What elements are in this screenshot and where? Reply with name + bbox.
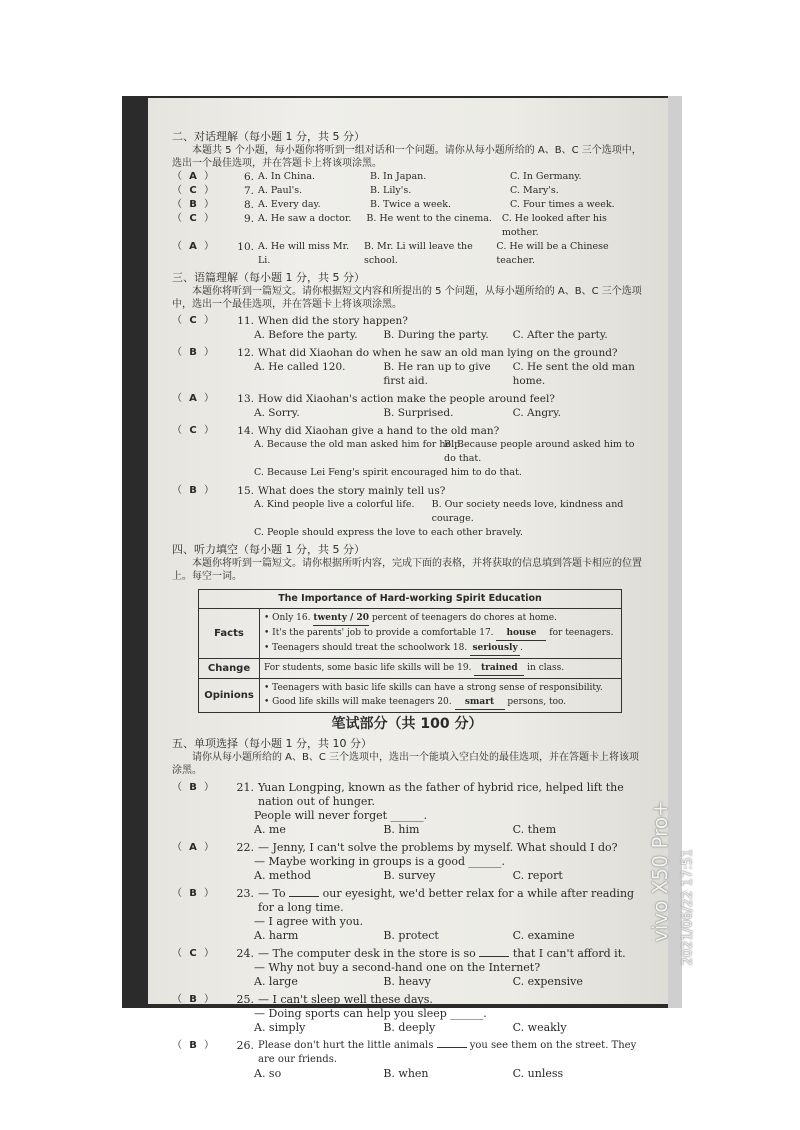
exam-content [172,128,642,1081]
written-part-title: 笔试部分（共 100 分） [331,716,483,732]
option-a: A. Sorry. [254,407,300,419]
section-title: 五、单项选择（每小题 1 分，共 10 分） [172,737,372,750]
option-a: A. simply [254,1021,306,1034]
option-c: C. unless [512,1067,564,1080]
option-a: A. large [254,975,298,988]
question-text: — I can't sleep well these days. [258,993,433,1006]
option-a: A. In China. [258,171,316,182]
question-number: 22. [236,841,254,854]
camera-watermark-brand: vivo X50 Pro+ [648,800,672,942]
question-15: （ B ） 15. What does the story mainly tell us? A. Kind people live a colorful life. B. Our society needs love, kindness and courage. C. People should express the love to each other bravely. [172,484,642,540]
answer-blank [437,1047,467,1048]
question-25: （ B ） 25. — I can't sleep well these days. — Doing sports can help you sleep ______. A. simply B. deeply C. weakly [172,993,642,1035]
option-a: A. Paul's. [258,185,303,196]
question-12: （ B ） 12. What did Xiaohan do when he saw an old man lying on the ground? A. He called 120. B. He ran up to give first aid. C. He sent the old man home. [172,346,642,388]
answer-mark: A [189,171,197,182]
answer-mark: B [189,347,197,358]
option-b: B. Twice a week. [370,199,451,210]
question-number: 10. [237,241,254,253]
option-a: A. Because the old man asked him for help. [254,439,464,450]
question-number: 26. [236,1039,254,1052]
answer-mark: B [189,199,197,210]
answer-16: twenty / 20 [313,611,369,626]
answer-mark: C [189,185,197,196]
option-c: C. Angry. [512,407,561,419]
question-10: （ A ） 10. A. He will miss Mr. Li. B. Mr. Li will leave the school. C. He will be a Chinese teacher. [172,240,642,268]
option-b: B. Surprised. [383,407,454,419]
question-text: — To [258,887,286,900]
option-b: B. protect [383,929,439,942]
option-c: C. expensive [512,975,583,988]
text: percent of teenagers do chores at home. [371,613,557,623]
answer-20: smart [455,695,505,710]
question-number: 25. [236,993,254,1006]
row-label-facts: Facts [199,609,260,659]
option-a: A. harm [254,929,299,942]
option-a: A. Kind people live a colorful life. [254,499,415,510]
text: For students, some basic life skills will be 19. [264,663,472,673]
question-number: 8. [243,199,254,211]
facts-cell [260,609,622,659]
option-c: C. weakly [512,1021,567,1034]
answer-18: seriously [470,641,520,656]
option-b: B. Mr. Li will leave the school. [363,241,473,266]
question-number: 7. [243,185,254,197]
answer-mark: C [189,315,197,326]
question-text: Yuan Longping, known as the father of hybrid rice, helped lift the nation out of hunger. [258,781,624,808]
answer-mark: B [189,782,197,793]
option-b: B. He ran up to give first aid. [383,361,491,387]
option-a: A. He saw a doctor. [258,213,352,224]
option-a: A. He called 120. [254,361,346,373]
answer-mark: B [189,994,197,1005]
question-text: Why did Xiaohan give a hand to the old man? [258,425,500,437]
answer-mark: C [189,948,197,959]
question-7: （ C ） 7. A. Paul's. B. Lily's. C. Mary's. [172,185,559,197]
question-text: What does the story mainly tell us? [258,485,446,497]
question-text: How did Xiaohan's action make the people around feel? [258,393,555,405]
question-number: 11. [237,315,254,327]
question-text: — Why not buy a second-hand one on the Internet? [254,961,541,974]
option-c: C. them [512,823,557,836]
question-9: （ C ） 9. A. He saw a doctor. B. He went to the cinema. C. He looked after his mother. [172,212,642,240]
option-a: A. He will miss Mr. Li. [258,241,350,266]
text: in class. [527,663,565,673]
answer-19: trained [474,661,524,676]
fill-in-table [198,589,622,713]
question-14: （ C ） 14. Why did Xiaohan give a hand to the old man? A. Because the old man asked him for help. B. Because people around asked him to do that. C. Because Lei Feng's spirit encouraged him to do that. [172,424,642,480]
option-a: A. so [254,1067,282,1080]
question-text: — Doing sports can help you sleep ______. [254,1007,487,1020]
option-a: A. Every day. [258,199,321,210]
question-11: （ C ） 11. When did the story happen? A. Before the party. B. During the party. C. After the party. [172,314,642,342]
question-text: What did Xiaohan do when he saw an old man lying on the ground? [258,347,618,359]
question-13: （ A ） 13. How did Xiaohan's action make the people around feel? A. Sorry. B. Surprised. C. Angry. [172,392,642,420]
question-number: 13. [237,393,254,405]
option-c: C. After the party. [512,329,608,341]
question-21: （ B ） 21. Yuan Longping, known as the father of hybrid rice, helped lift the nation out of hunger. People will never forget ______. A. me B. him C. them [172,781,642,837]
opinions-cell [260,679,622,713]
section-instructions: 本题共 5 个小题，每小题你将听到一组对话和一个问题。请你从每小题所给的 A、B、C 三个选项中，选出一个最佳选项，并在答题卡上将该项涂黑。 [172,145,642,169]
text: • Only 16. [264,613,311,623]
option-b: B. In Japan. [370,171,427,182]
option-b: B. deeply [383,1021,436,1034]
option-c: C. report [512,869,563,882]
text: • It's the parents' job to provide a comfortable 17. [264,628,494,638]
question-number: 23. [236,887,254,900]
question-22: （ A ） 22. — Jenny, I can't solve the problems by myself. What should I do? — Maybe working in groups is a good ______. A. method B. survey C. report [172,841,642,883]
question-text: When did the story happen? [258,315,408,327]
answer-blank [289,896,319,897]
question-text: — Jenny, I can't solve the problems by myself. What should I do? [258,841,618,854]
question-6: （ A ） 6. A. In China. B. In Japan. C. In Germany. [172,171,582,183]
answer-mark: B [189,1040,197,1051]
option-b: B. survey [383,869,436,882]
text: . [520,643,523,653]
option-b: B. Our society needs love, kindness and courage. [431,499,624,524]
section-instructions: 本题你将听到一篇短文。请你根据短文内容和所提出的 5 个问题，从每小题所给的 A、B、C 三个选项中，选出一个最佳选项，并在答题卡上将该项涂黑。 [172,286,642,310]
row-label-change: Change [199,659,260,679]
answer-mark: B [189,888,197,899]
section-instructions: 请你从每小题所给的 A、B、C 三个选项中，选出一个能填入空白处的最佳选项，并在答题卡上将该项涂黑。 [172,752,640,776]
answer-mark: C [189,425,197,436]
text: • Teenagers with basic life skills can have a strong sense of responsibility. [264,683,603,693]
option-c: C. Mary's. [510,185,559,196]
question-number: 9. [243,213,254,225]
option-a: A. Before the party. [254,329,358,341]
section-title: 二、对话理解（每小题 1 分，共 5 分） [172,130,365,143]
question-list [172,170,642,268]
question-number: 21. [236,781,254,794]
answer-mark: A [189,842,197,853]
question-26: （ B ） 26. Please don't hurt the little animals you see them on the street. They are our friends. A. so B. when C. unless [172,1039,642,1081]
change-cell [260,659,622,679]
option-b: B. him [383,823,420,836]
option-b: B. heavy [383,975,431,988]
question-number: 24. [236,947,254,960]
question-text: Please don't hurt the little animals [258,1040,434,1051]
option-c: C. Because Lei Feng's spirit encouraged him to do that. [254,467,522,478]
question-text: — I agree with you. [254,915,364,928]
question-8: （ B ） 8. A. Every day. B. Twice a week. C. Four times a week. [172,199,615,211]
option-b: B. Because people around asked him to do that. [444,439,635,464]
answer-mark: A [189,393,197,404]
section-instructions: 本题你将听到一篇短文。请你根据所听内容，完成下面的表格，并将获取的信息填到答题卡相应的位置上。每空一词。 [172,558,642,582]
section-title: 四、听力填空（每小题 1 分，共 5 分） [172,543,365,556]
question-number: 15. [237,485,254,497]
option-b: B. He went to the cinema. [366,213,492,224]
option-c: C. In Germany. [510,171,582,182]
option-c: C. People should express the love to each other bravely. [254,527,523,538]
option-c: C. Four times a week. [510,199,615,210]
answer-mark: B [189,485,197,496]
text: for teenagers. [549,628,614,638]
option-c: C. He will be a Chinese teacher. [496,241,609,266]
text: • Teenagers should treat the schoolwork 18. [264,643,468,653]
question-text: People will never forget ______. [254,809,428,822]
question-text: you see them on the street. They are our friends. [258,1040,637,1065]
option-a: A. me [254,823,286,836]
option-b: B. During the party. [383,329,489,341]
text: • Good life skills will make teenagers 20. [264,697,452,707]
question-text: — The computer desk in the store is so [258,947,476,960]
option-b: B. when [383,1067,429,1080]
row-label-opinions: Opinions [199,679,260,713]
question-23: （ B ） 23. — To our eyesight, we'd better relax for a while after reading for a long time. — I agree with you. A. harm B. protect C. examine [172,887,642,943]
question-text: our eyesight, we'd better relax for a while after reading for a long time. [258,887,635,914]
option-a: A. method [254,869,312,882]
section-title: 三、语篇理解（每小题 1 分，共 5 分） [172,271,365,284]
question-number: 12. [237,347,254,359]
question-24: （ C ） 24. — The computer desk in the store is so that I can't afford it. — Why not buy a second-hand one on the Internet? A. large B. heavy C. expensive [172,947,642,989]
answer-mark: C [189,213,197,224]
answer-mark: A [189,241,197,252]
camera-watermark-datetime: 2021/06/22 17:51 [680,848,696,966]
answer-17: house [496,626,546,641]
option-c: C. examine [512,929,575,942]
answer-blank [479,956,509,957]
question-number: 14. [237,425,254,437]
option-c: C. He sent the old man home. [512,361,635,387]
option-c: C. He looked after his mother. [501,213,607,238]
table-title: The Importance of Hard-working Spirit Education [199,590,622,609]
text: persons, too. [507,697,567,707]
option-b: B. Lily's. [370,185,412,196]
question-text: — Maybe working in groups is a good ______. [254,855,506,868]
question-number: 6. [243,171,254,183]
question-text: that I can't afford it. [512,947,626,960]
